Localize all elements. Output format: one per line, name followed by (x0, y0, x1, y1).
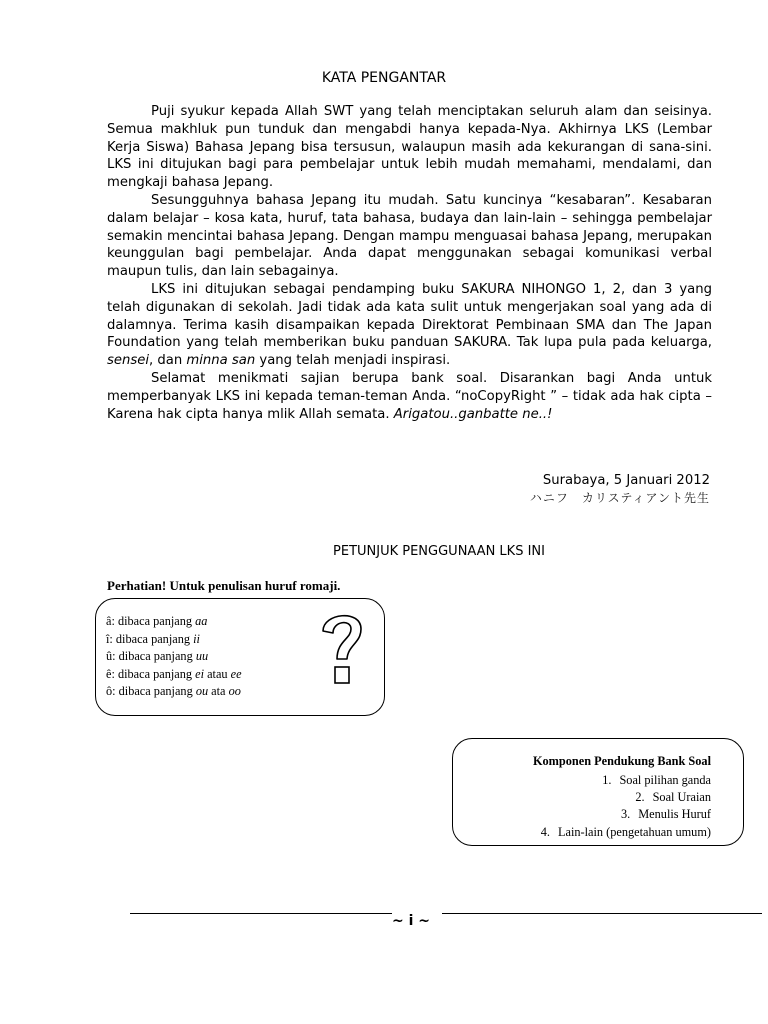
komponen-item (541, 789, 711, 806)
foreword-body (107, 103, 712, 423)
text-segment: LKS ini ditujukan sebagai pendamping buku SAKURA NIHONGO 1, 2, dan 3 yang telah digunakan di sekolah. Jadi tidak ada kata sulit untuk mengerjakan soal yang ada di dalamnya. Terima kasih disampaikan kepada Direktorat Pembinaan SMA dan The Japan Foundation yang telah memberikan buku panduan SAKURA. Tak lupa pula pada keluarga, (107, 281, 712, 351)
paragraph (107, 370, 712, 423)
italic-text: uu (195, 649, 209, 663)
signature-name: ハニフ カリスティアント先生 (529, 491, 710, 505)
komponen-item-label: Menulis Huruf (638, 807, 711, 822)
italic-text: ii (193, 631, 200, 646)
signature-block (400, 472, 710, 506)
romaji-rule (106, 648, 242, 666)
italic-text: minna san (186, 353, 256, 369)
text-segment: î: dibaca panjang (106, 631, 194, 646)
italic-text: oo (228, 684, 241, 698)
komponen-item (541, 806, 711, 823)
italic-text: Arigatou..ganbatte ne..! (393, 406, 553, 422)
romaji-notice: Perhatian! Untuk penulisan huruf romaji. (107, 578, 341, 593)
italic-text: sensei (107, 353, 149, 369)
romaji-rule (106, 631, 242, 649)
text-segment: Puji syukur kepada Allah SWT yang telah menciptakan seluruh alam dan seisinya. Semua makhluk pun tunduk dan mengabdi hanya kepada-Nya. Akhirnya LKS (Lembar Kerja Siswa) Bahasa Jepang bisa tersusun, walaupun masih ada kekurangan di sana-sini. LKS ini ditujukan bagi para pembelajar untuk lebih mudah memahami, mendalami, dan mengkaji bahasa Jepang. (107, 104, 712, 191)
komponen-item-number: 3. (621, 807, 631, 822)
italic-text: ee (230, 666, 242, 681)
romaji-rule (106, 666, 242, 684)
footer-rule-right (442, 913, 762, 914)
romaji-rules-box (95, 598, 385, 716)
romaji-rule (106, 613, 242, 631)
footer-rule-left (130, 913, 392, 914)
paragraph (107, 192, 712, 281)
signature-city-date: Surabaya, 5 Januari 2012 (542, 473, 710, 488)
komponen-item-label: Soal Uraian (652, 790, 711, 805)
text-segment: Sesungguhnya bahasa Jepang itu mudah. Satu kuncinya “kesabaran”. Kesabaran dalam belajar – kosa kata, huruf, tata bahasa, budaya dan lain-lain – sehingga pembelajar semakin mencintai bahasa Jepang. Dengan mampu menguasai bahasa Jepang, merupakan keunggulan bagi pembelajar. Anda dapat menggunakan sebagai komunikasi verbal maupun tulis, dan lain sebagainya. (107, 192, 712, 280)
italic-text: ou (195, 684, 209, 698)
komponen-item (541, 772, 711, 789)
romaji-rules-list (106, 613, 242, 701)
text-segment: â: dibaca panjang (106, 614, 196, 628)
komponen-item-label: Lain-lain (pengetahuan umum) (558, 824, 711, 839)
text-segment: , dan (149, 353, 187, 369)
page-number: ~ i ~ (391, 913, 430, 929)
italic-text: aa (195, 614, 208, 628)
section-title: PETUNJUK PENGGUNAAN LKS INI (333, 544, 545, 559)
romaji-rule (106, 683, 242, 701)
komponen-item-number: 4. (540, 824, 551, 839)
page-title: KATA PENGANTAR (321, 70, 447, 86)
komponen-box (452, 738, 744, 846)
text-segment: ô: dibaca panjang (106, 684, 196, 698)
question-mark-icon (318, 607, 366, 689)
text-segment: atau (204, 666, 231, 681)
komponen-list (541, 772, 711, 841)
paragraph (107, 281, 712, 370)
komponen-item-label: Soal pilihan ganda (619, 773, 711, 787)
paragraph (107, 103, 712, 192)
komponen-item-number: 1. (602, 773, 612, 787)
komponen-title: Komponen Pendukung Bank Soal (532, 754, 711, 768)
text-segment: û: dibaca panjang (106, 649, 196, 663)
text-segment: ata (208, 684, 229, 698)
text-segment: yang telah menjadi inspirasi. (255, 353, 451, 369)
text-segment: ê: dibaca panjang (106, 666, 196, 681)
text-segment: Selamat menikmati sajian berupa bank soal. Disarankan bagi Anda untuk memperbanyak LKS ini kepada teman-teman Anda. “noCopyRight ” – tidak ada hak cipta – Karena hak cipta hanya mlik Allah semata. (107, 370, 712, 422)
komponen-item-number: 2. (635, 790, 645, 805)
komponen-item (541, 824, 711, 841)
italic-text: ei (195, 666, 204, 681)
